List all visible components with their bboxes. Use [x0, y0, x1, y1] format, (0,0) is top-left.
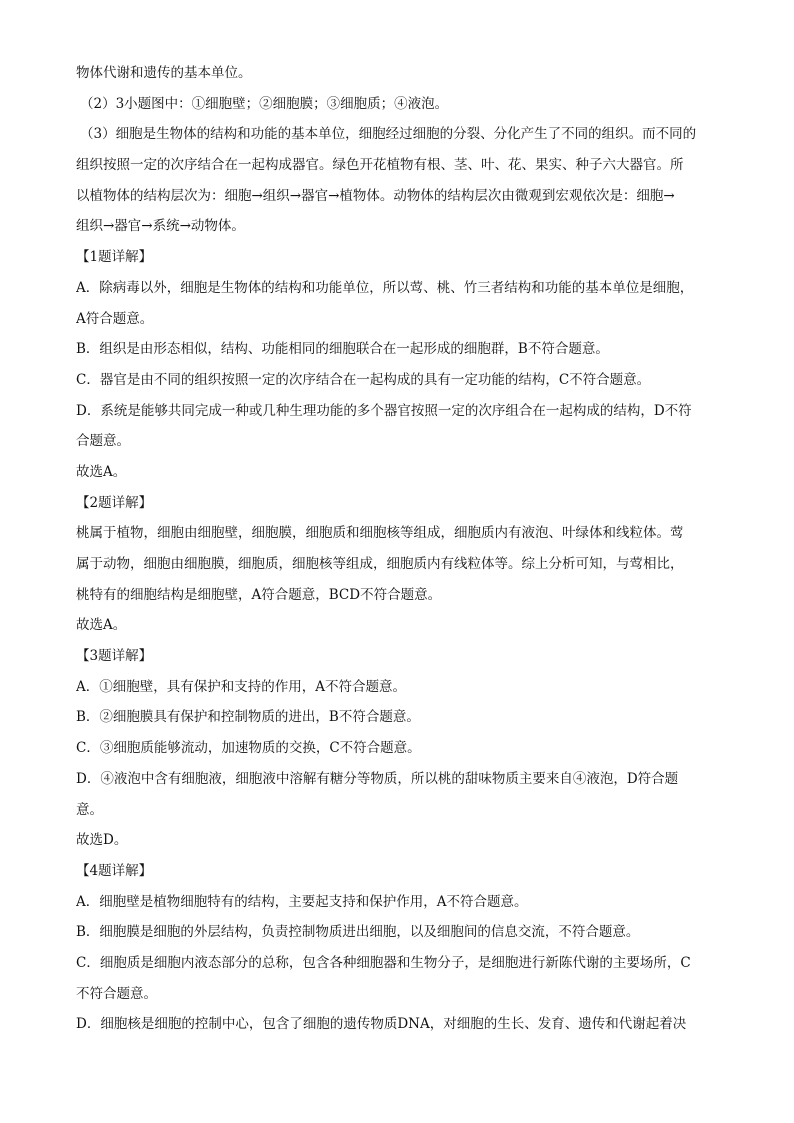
text-line: （3）细胞是生物体的结构和功能的基本单位，细胞经过细胞的分裂、分化产生了不同的组织。而不同的 [80, 126, 697, 143]
text-line: C．器官是由不同的组织按照一定的次序结合在一起构成的具有一定功能的结构，C不符合题意。 [76, 371, 651, 388]
text-line: A．①细胞壁，具有保护和支持的作用，A不符合题意。 [76, 678, 406, 695]
text-line: 属于动物，细胞由细胞膜，细胞质，细胞核等组成，细胞质内有线粒体等。综上分析可知，与莺相比， [76, 556, 684, 572]
text-line: C．细胞质是细胞内液态部分的总称，包含各种细胞器和生物分子，是细胞进行新陈代谢的主要场所，C [76, 954, 691, 971]
text-line: B．②细胞膜具有保护和控制物质的进出，B不符合题意。 [76, 709, 420, 726]
text-line: 合题意。 [76, 433, 130, 450]
text-line: 物体代谢和遗传的基本单位。 [76, 65, 252, 81]
answer-line: 故选A。 [76, 617, 127, 634]
text-line: D．细胞核是细胞的控制中心，包含了细胞的遗传物质DNA，对细胞的生长、发育、遗传和代谢起着决 [76, 1016, 687, 1033]
text-line: 组织→器官→系统→动物体。 [76, 218, 245, 235]
text-line: A．细胞壁是植物细胞特有的结构，主要起支持和保护作用，A不符合题意。 [76, 893, 528, 910]
text-line: 桃特有的细胞结构是细胞壁，A符合题意，BCD不符合题意。 [76, 586, 442, 603]
text-line: A符合题意。 [76, 310, 154, 327]
section-heading: 【4题详解】 [76, 862, 153, 879]
text-line: D．系统是能够共同完成一种或几种生理功能的多个器官按照一定的次序组合在一起构成的结构，D不符 [76, 402, 692, 419]
text-line: A．除病毒以外，细胞是生物体的结构和功能单位，所以莺、桃、竹三者结构和功能的基本单位是细胞， [76, 279, 694, 296]
document-body [76, 58, 726, 1040]
section-heading: 【2题详解】 [76, 494, 153, 511]
text-line: 组织按照一定的次序结合在一起构成器官。绿色开花植物有根、茎、叶、花、果实、种子六大器官。所 [76, 157, 684, 174]
text-line: C．③细胞质能够流动，加速物质的交换，C不符合题意。 [76, 740, 421, 757]
text-line: B．细胞膜是细胞的外层结构，负责控制物质进出细胞，以及细胞间的信息交流，不符合题意。 [76, 924, 640, 941]
section-heading: 【3题详解】 [76, 648, 153, 665]
text-line: B．组织是由形态相似，结构、功能相同的细胞联合在一起形成的细胞群，B不符合题意。 [76, 341, 609, 358]
text-line: 意。 [76, 801, 103, 818]
text-line: D．④液泡中含有细胞液，细胞液中溶解有糖分等物质，所以桃的甜味物质主要来自④液泡，D符合题 [76, 770, 679, 787]
text-line: 不符合题意。 [76, 985, 157, 1002]
text-line: （2）3小题图中：①细胞壁；②细胞膜；③细胞质；④液泡。 [80, 95, 449, 112]
answer-line: 故选A。 [76, 463, 127, 480]
answer-line: 故选D。 [76, 832, 128, 849]
text-line: 以植物体的结构层次为：细胞→组织→器官→植物体。动物体的结构层次由微观到宏观依次是：细胞→ [76, 187, 675, 204]
text-line: 桃属于植物，细胞由细胞壁，细胞膜，细胞质和细胞核等组成，细胞质内有液泡、叶绿体和线粒体。莺 [76, 525, 684, 542]
section-heading: 【1题详解】 [76, 249, 153, 266]
